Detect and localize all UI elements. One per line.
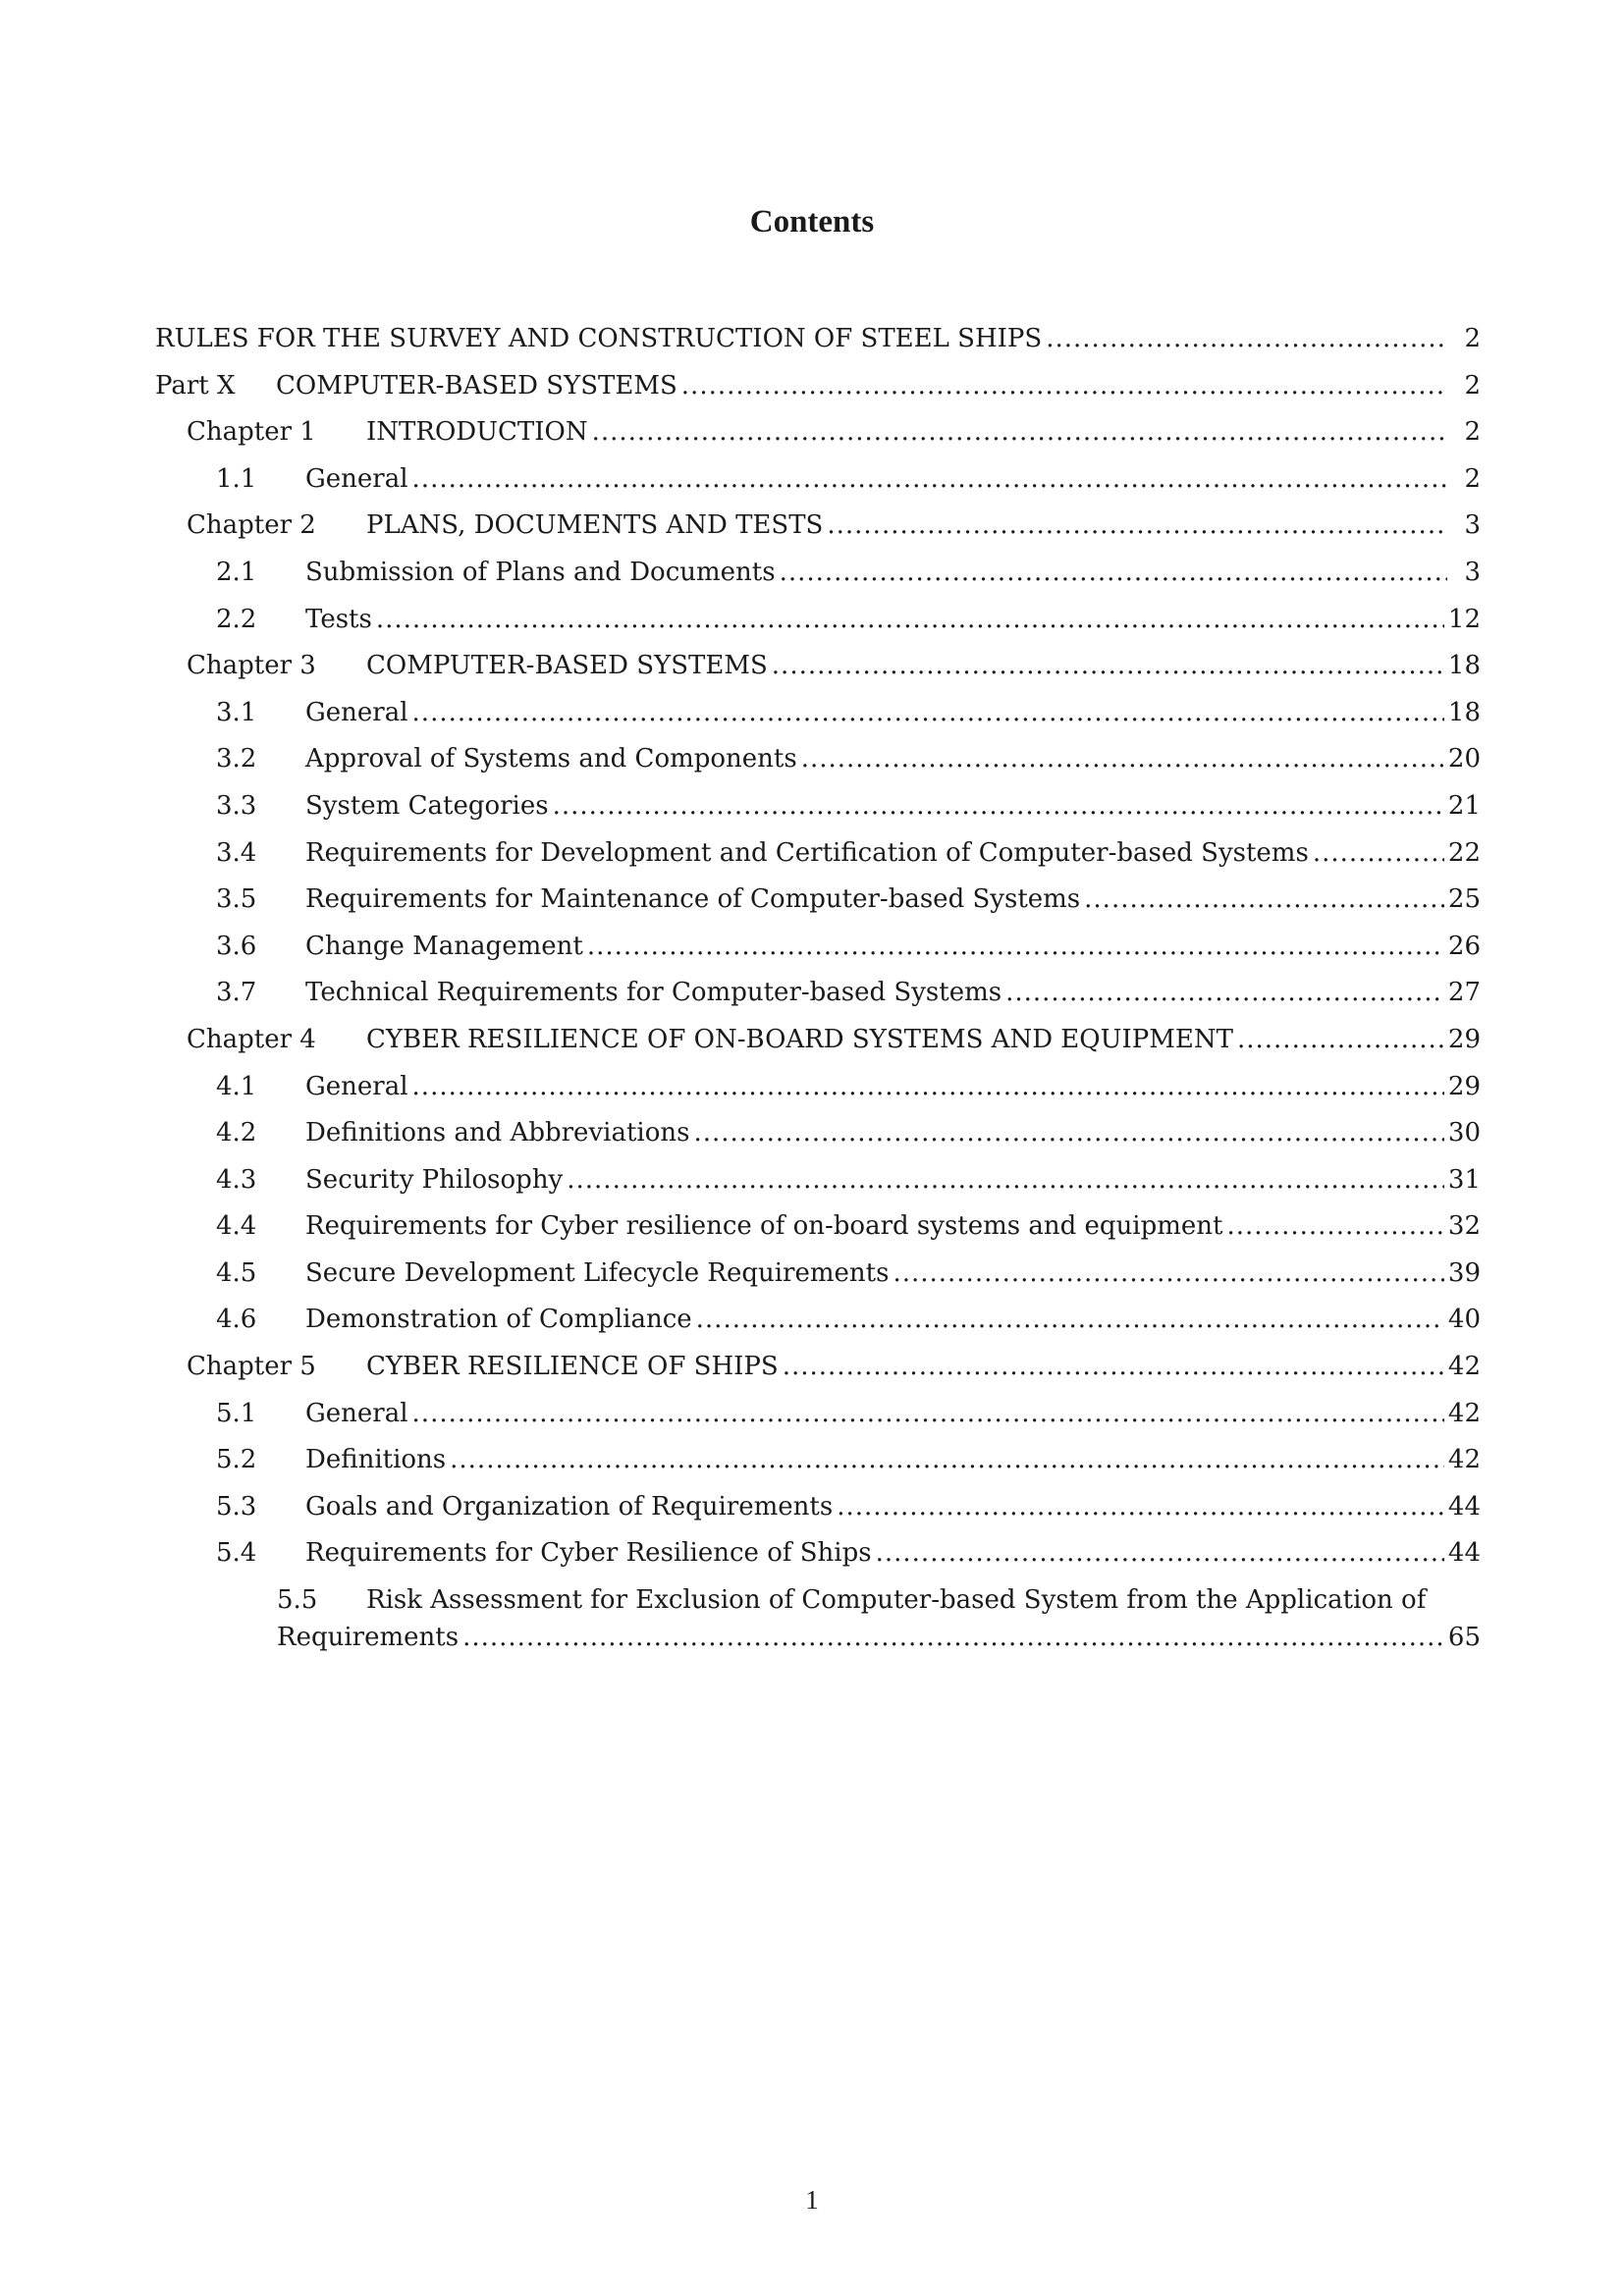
toc-entry-line [187, 413, 1481, 451]
toc-entry-page: 42 [1447, 1398, 1481, 1428]
toc-entry-page: 25 [1447, 884, 1481, 915]
toc-entry[interactable] [155, 507, 1481, 554]
toc-entry-title: Approval of Systems and Components [305, 744, 797, 774]
toc-entry[interactable] [155, 1534, 1481, 1581]
toc-entry-number: 5.2 [216, 1445, 257, 1475]
toc-entry-page: 65 [1447, 1623, 1481, 1653]
toc-entry-number: 4.3 [216, 1164, 257, 1195]
dot-leader [412, 460, 1447, 498]
toc-entry-line [216, 740, 1481, 777]
dot-leader [693, 1114, 1443, 1151]
toc-entry-page: 22 [1447, 837, 1481, 868]
toc-entry-title: Definitions [305, 1445, 447, 1475]
toc-entry-page: 44 [1447, 1491, 1481, 1522]
toc-entry-page: 42 [1447, 1352, 1481, 1382]
toc-entry[interactable] [155, 1441, 1481, 1488]
toc-entry-line [216, 1395, 1481, 1432]
toc-entry-title: Definitions and Abbreviations [305, 1118, 690, 1148]
toc-entry[interactable] [155, 787, 1481, 834]
dot-leader [1227, 1207, 1444, 1245]
toc-entry-number: 1.1 [216, 463, 257, 494]
toc-entry-page: 18 [1447, 651, 1481, 681]
toc-entry-number: 3.6 [216, 931, 257, 961]
toc-entry-page: 3 [1464, 557, 1481, 587]
toc-entry-number: 2.1 [216, 557, 257, 587]
dot-leader [462, 1619, 1444, 1656]
toc-entry-number: 2.2 [216, 604, 257, 634]
toc-entry-number: 3.5 [216, 884, 257, 915]
toc-entry-title: Change Management [305, 931, 583, 961]
toc-entry[interactable] [155, 694, 1481, 741]
toc-entry-title: General [305, 1071, 408, 1101]
toc-entry[interactable] [155, 974, 1481, 1021]
toc-entry[interactable] [155, 928, 1481, 975]
toc-entry-title-continued: Requirements [277, 1623, 460, 1653]
toc-entry-number: Chapter 2 [187, 510, 316, 541]
toc-entry-number: 3.1 [216, 697, 257, 727]
toc-entry[interactable] [155, 1207, 1481, 1255]
dot-leader [1237, 1021, 1444, 1058]
toc-entry-line [216, 1207, 1481, 1245]
toc-entry[interactable] [155, 367, 1481, 414]
toc-entry[interactable] [155, 740, 1481, 787]
toc-entry-number: Chapter 5 [187, 1352, 316, 1382]
toc-entry-number: 5.1 [216, 1398, 257, 1428]
toc-entry-line [155, 320, 1481, 357]
toc-entry[interactable] [155, 554, 1481, 601]
toc-entry-number: 5.5 [277, 1585, 318, 1616]
dot-leader [567, 1161, 1444, 1199]
toc-entry-title: Technical Requirements for Computer-based Systems [305, 978, 1002, 1008]
toc-entry[interactable] [155, 647, 1481, 694]
page-title: Contents [749, 204, 875, 240]
toc-entry-line [187, 507, 1481, 544]
toc-entry-number: 3.7 [216, 978, 257, 1008]
toc-entry-number: 4.5 [216, 1257, 257, 1288]
dot-leader [783, 1348, 1444, 1385]
dot-leader [893, 1255, 1443, 1292]
toc-entry[interactable] [155, 413, 1481, 460]
toc-entry[interactable] [155, 1114, 1481, 1161]
toc-entry-title: Risk Assessment for Exclusion of Computer-based System from the Application of [366, 1585, 1427, 1616]
dot-leader [801, 740, 1444, 777]
dot-leader [827, 507, 1447, 544]
toc-entry-title: Requirements for Cyber resilience of on-board systems and equipment [305, 1211, 1223, 1242]
toc-entry-page: 21 [1447, 790, 1481, 821]
table-of-contents [155, 320, 1481, 1658]
toc-entry-title: Security Philosophy [305, 1164, 564, 1195]
dot-leader [450, 1441, 1444, 1478]
toc-entry-line [216, 1534, 1481, 1572]
toc-entry-line [216, 928, 1481, 965]
toc-entry-title: CYBER RESILIENCE OF SHIPS [366, 1352, 779, 1382]
toc-entry-line [187, 1021, 1481, 1058]
toc-entry-number: 3.3 [216, 790, 257, 821]
toc-entry-title: System Categories [305, 790, 549, 821]
page-number: 1 [805, 2185, 819, 2215]
toc-entry-number: 5.3 [216, 1491, 257, 1522]
dot-leader [1313, 834, 1444, 872]
toc-entry-page: 3 [1464, 510, 1481, 541]
toc-entry[interactable] [155, 1068, 1481, 1115]
toc-entry-page: 27 [1447, 978, 1481, 1008]
toc-entry-page: 12 [1447, 604, 1481, 634]
toc-entry-title: COMPUTER-BASED SYSTEMS [366, 651, 768, 681]
toc-entry-page: 2 [1464, 463, 1481, 494]
dot-leader [592, 413, 1447, 451]
toc-entry-number: 4.1 [216, 1071, 257, 1101]
toc-entry-number: Chapter 4 [187, 1024, 316, 1054]
toc-entry-page: 31 [1447, 1164, 1481, 1195]
toc-entry-line [216, 694, 1481, 731]
toc-entry-number: 3.4 [216, 837, 257, 868]
toc-entry-title: COMPUTER-BASED SYSTEMS [276, 370, 677, 400]
toc-entry-title: CYBER RESILIENCE OF ON-BOARD SYSTEMS AND EQUIPMENT [366, 1024, 1233, 1054]
toc-entry-line [216, 1581, 1481, 1619]
toc-entry-number: Part X [155, 370, 236, 400]
toc-entry-line [155, 367, 1481, 404]
toc-entry-line [216, 787, 1481, 825]
toc-entry-title: General [305, 463, 408, 494]
dot-leader [681, 367, 1447, 404]
dot-leader [1084, 881, 1444, 918]
dot-leader [412, 1395, 1444, 1432]
toc-entry-page: 18 [1447, 697, 1481, 727]
toc-entry-title: RULES FOR THE SURVEY AND CONSTRUCTION OF STEEL SHIPS [155, 324, 1043, 353]
toc-entry-line [216, 974, 1481, 1011]
toc-entry-title: PLANS, DOCUMENTS AND TESTS [366, 510, 824, 541]
toc-entry-title: General [305, 1398, 408, 1428]
toc-entry-line [216, 1301, 1481, 1338]
toc-entry-number: 3.2 [216, 744, 257, 774]
toc-entry[interactable] [155, 460, 1481, 507]
toc-entry[interactable] [155, 1581, 1481, 1658]
toc-entry-number: Chapter 1 [187, 417, 316, 448]
dot-leader [772, 647, 1444, 684]
toc-entry-line [216, 1068, 1481, 1105]
dot-leader [587, 928, 1444, 965]
toc-entry-title: General [305, 697, 408, 727]
toc-entry-line [216, 1161, 1481, 1199]
toc-entry-page: 30 [1447, 1118, 1481, 1148]
toc-entry-line [216, 1441, 1481, 1478]
toc-entry-title: Demonstration of Compliance [305, 1305, 692, 1335]
toc-entry-line [216, 601, 1481, 638]
dot-leader [412, 694, 1444, 731]
toc-entry[interactable] [155, 1301, 1481, 1348]
toc-entry-title: Goals and Organization of Requirements [305, 1491, 834, 1522]
toc-entry-page: 20 [1447, 744, 1481, 774]
toc-entry-title: Requirements for Cyber Resilience of Ships [305, 1538, 872, 1569]
toc-entry-page: 2 [1464, 370, 1481, 400]
dot-leader [1005, 974, 1444, 1011]
toc-entry[interactable] [155, 1021, 1481, 1068]
toc-entry[interactable] [155, 1161, 1481, 1208]
dot-leader [376, 601, 1444, 638]
toc-entry-number: 4.6 [216, 1305, 257, 1335]
toc-entry-page: 40 [1447, 1305, 1481, 1335]
toc-entry-page: 39 [1447, 1257, 1481, 1288]
dot-leader [696, 1301, 1444, 1338]
toc-entry[interactable] [155, 834, 1481, 881]
toc-entry-number: 5.4 [216, 1538, 257, 1569]
toc-entry[interactable] [155, 1255, 1481, 1302]
toc-entry-line [187, 1348, 1481, 1385]
toc-entry-line [216, 1255, 1481, 1292]
dot-leader [876, 1534, 1444, 1572]
toc-entry-title: Tests [305, 604, 372, 634]
toc-entry-line [216, 554, 1481, 591]
dot-leader [412, 1068, 1444, 1105]
toc-entry-title: Requirements for Development and Certification of Computer-based Systems [305, 837, 1309, 868]
toc-entry[interactable] [155, 881, 1481, 928]
toc-entry-title: INTRODUCTION [366, 417, 588, 448]
toc-entry-number: Chapter 3 [187, 651, 316, 681]
toc-entry-page: 2 [1464, 324, 1481, 353]
dot-leader [780, 554, 1447, 591]
dot-leader [837, 1488, 1444, 1525]
toc-entry-page: 26 [1447, 931, 1481, 961]
toc-entry-number: 4.4 [216, 1211, 257, 1242]
toc-entry-title: Secure Development Lifecycle Requirements [305, 1257, 890, 1288]
toc-entry[interactable] [155, 601, 1481, 648]
toc-entry-line [216, 881, 1481, 918]
toc-entry-number: 4.2 [216, 1118, 257, 1148]
toc-entry-line [216, 460, 1481, 498]
toc-entry[interactable] [155, 320, 1481, 367]
toc-entry-page: 32 [1447, 1211, 1481, 1242]
toc-entry-line [216, 834, 1481, 872]
toc-entry-page: 42 [1447, 1445, 1481, 1475]
toc-entry-line [216, 1619, 1481, 1656]
toc-entry-page: 29 [1447, 1024, 1481, 1054]
toc-entry[interactable] [155, 1348, 1481, 1395]
toc-entry-line [187, 647, 1481, 684]
toc-entry-page: 44 [1447, 1538, 1481, 1569]
toc-entry[interactable] [155, 1395, 1481, 1442]
toc-entry-line [216, 1488, 1481, 1525]
dot-leader [553, 787, 1444, 825]
toc-entry-page: 29 [1447, 1071, 1481, 1101]
toc-entry-title: Requirements for Maintenance of Computer-based Systems [305, 884, 1081, 915]
toc-entry-line [216, 1114, 1481, 1151]
toc-entry[interactable] [155, 1488, 1481, 1535]
toc-entry-title: Submission of Plans and Documents [305, 557, 776, 587]
dot-leader [1046, 320, 1447, 357]
toc-entry-page: 2 [1464, 417, 1481, 448]
